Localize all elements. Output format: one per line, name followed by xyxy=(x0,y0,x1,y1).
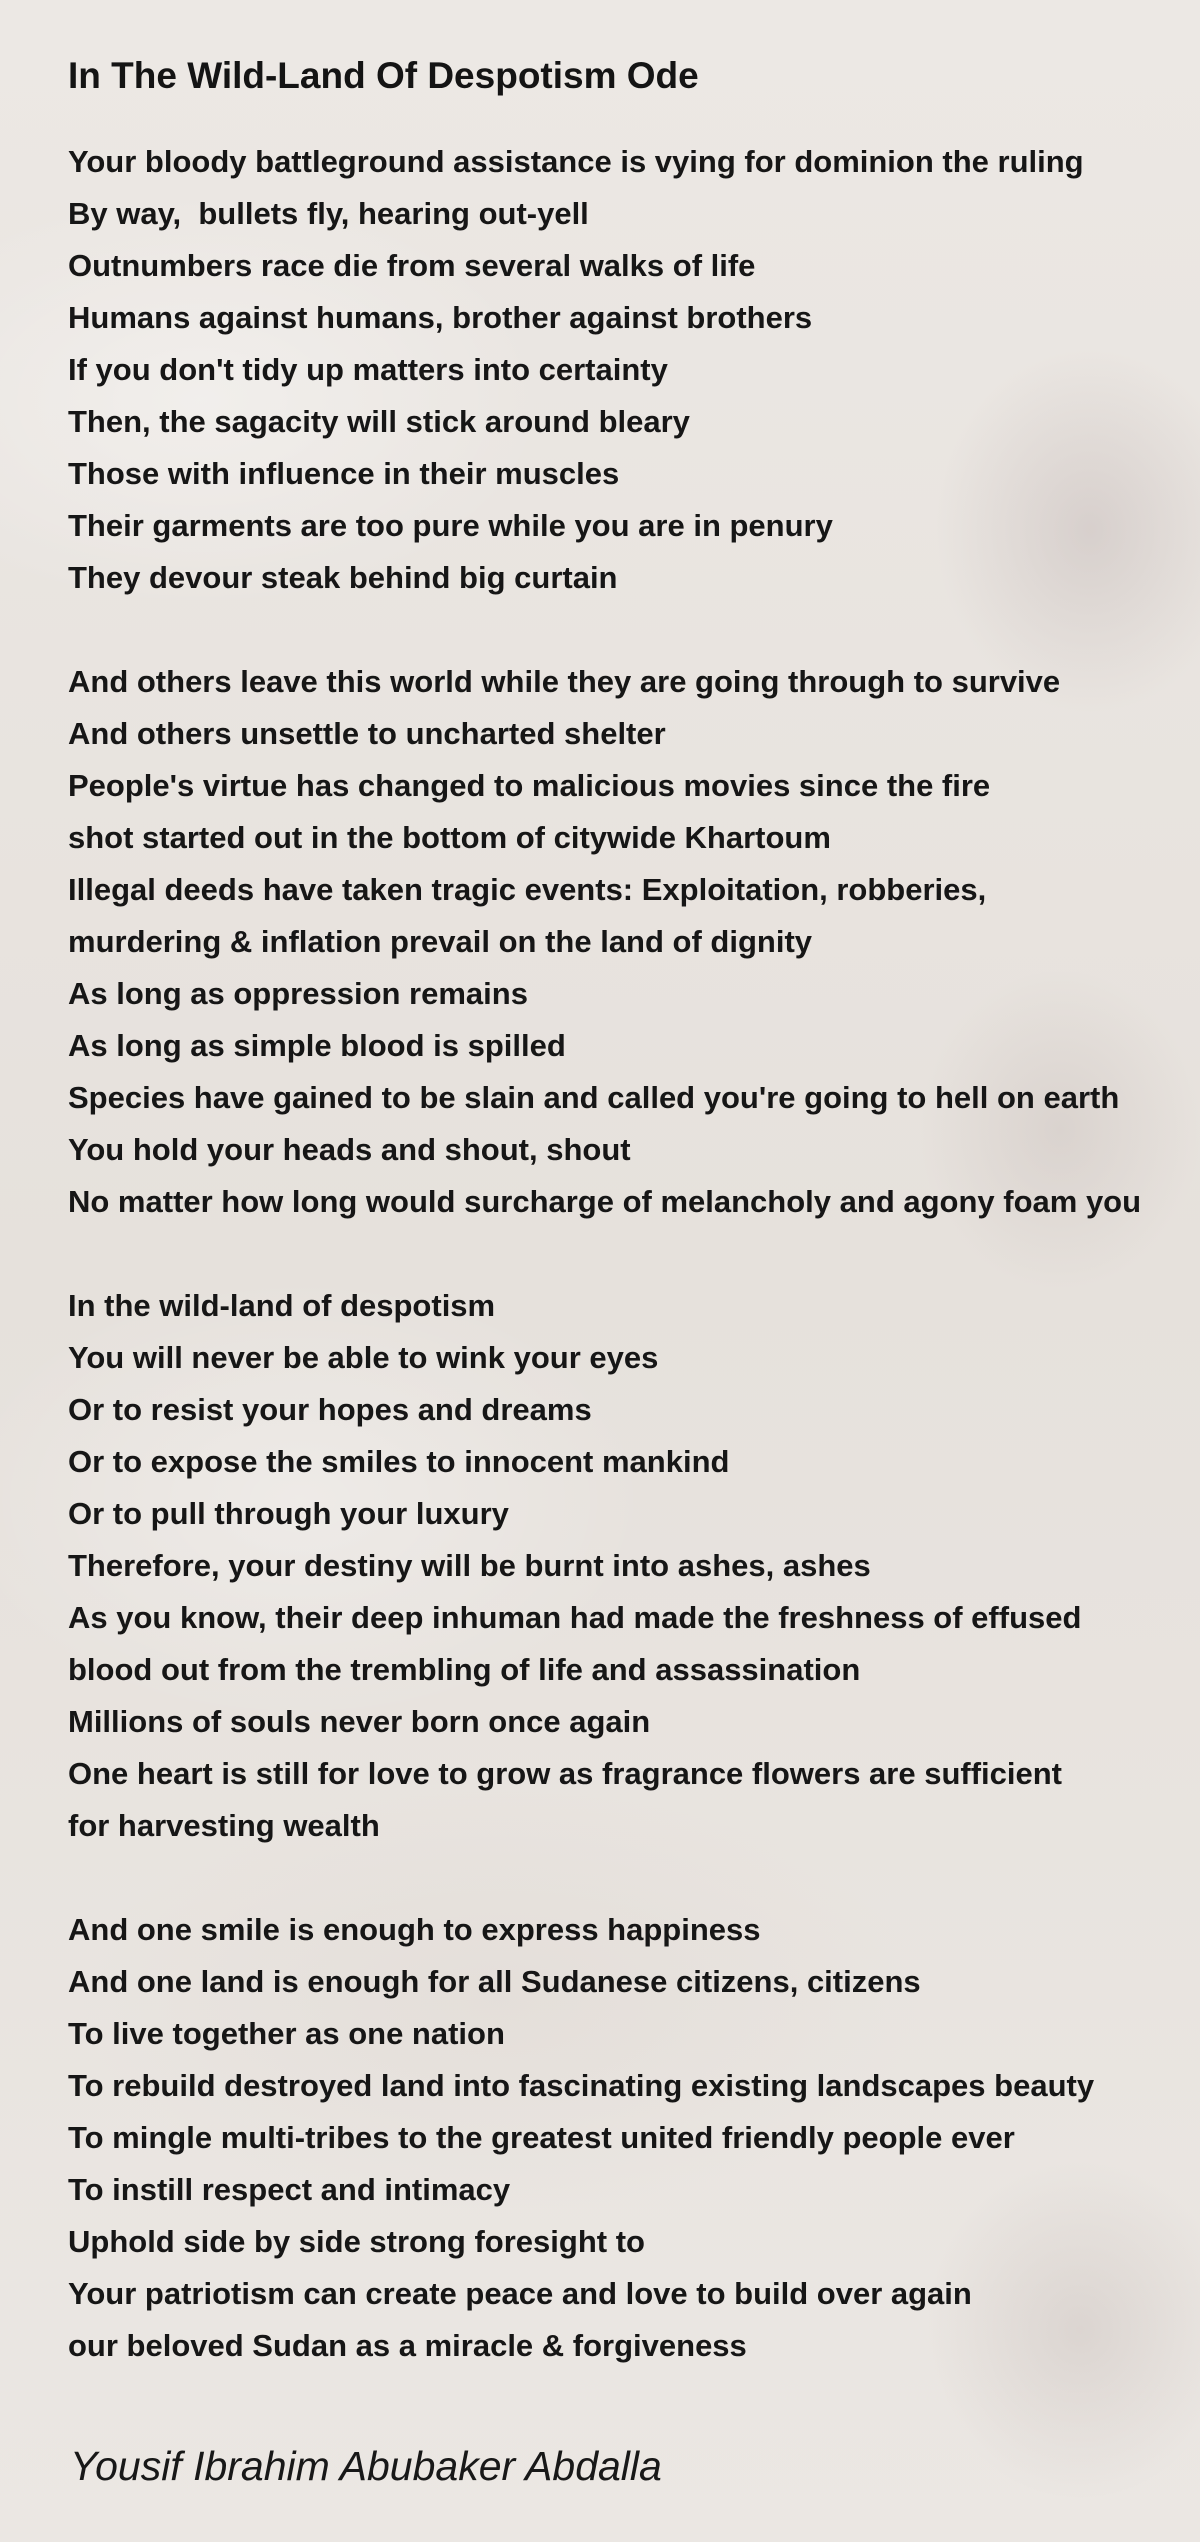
poem-line: our beloved Sudan as a miracle & forgiveness xyxy=(68,2328,747,2363)
poem-line: You will never be able to wink your eyes xyxy=(68,1340,659,1375)
poem-line: blood out from the trembling of life and assassination xyxy=(68,1652,861,1687)
poem-line: By way, bullets fly, hearing out-yell xyxy=(68,196,589,231)
poem-body xyxy=(68,136,1188,2372)
poem-stanza xyxy=(68,136,1188,604)
poem-line: Or to pull through your luxury xyxy=(68,1496,509,1531)
poem-line: To rebuild destroyed land into fascinating existing landscapes beauty xyxy=(68,2068,1095,2103)
poem-line: Uphold side by side strong foresight to xyxy=(68,2224,645,2259)
poem-line: As you know, their deep inhuman had made the freshness of effused xyxy=(68,1600,1082,1635)
poem-line: Their garments are too pure while you are in penury xyxy=(68,508,833,543)
poem-line: Illegal deeds have taken tragic events: Exploitation, robberies, xyxy=(68,872,987,907)
poem-line: And one smile is enough to express happiness xyxy=(68,1912,761,1947)
poem-line: As long as simple blood is spilled xyxy=(68,1028,566,1063)
poem-line: In the wild-land of despotism xyxy=(68,1288,496,1323)
poem-stanza xyxy=(68,1280,1188,1852)
poem-line: Outnumbers race die from several walks of life xyxy=(68,248,756,283)
poem-line: And others unsettle to uncharted shelter xyxy=(68,716,666,751)
poem-title: In The Wild-Land Of Despotism Ode xyxy=(68,55,699,96)
poem-line: Humans against humans, brother against brothers xyxy=(68,300,813,335)
poem-line: Or to resist your hopes and dreams xyxy=(68,1392,592,1427)
poem-line: To live together as one nation xyxy=(68,2016,505,2051)
poem-line: You hold your heads and shout, shout xyxy=(68,1132,631,1167)
poem-line: No matter how long would surcharge of melancholy and agony foam you xyxy=(68,1184,1142,1219)
poem-line: Or to expose the smiles to innocent mankind xyxy=(68,1444,730,1479)
poem-stanza xyxy=(68,656,1188,1228)
poem-line: Your bloody battleground assistance is vying for dominion the ruling xyxy=(68,144,1084,179)
poem-line: And one land is enough for all Sudanese citizens, citizens xyxy=(68,1964,921,1999)
poem-line: murdering & inflation prevail on the land of dignity xyxy=(68,924,813,959)
poem-line: One heart is still for love to grow as fragrance flowers are sufficient xyxy=(68,1756,1062,1791)
poem-author: Yousif Ibrahim Abubaker Abdalla xyxy=(70,2443,662,2489)
poem-line: And others leave this world while they are going through to survive xyxy=(68,664,1061,699)
poem-line: for harvesting wealth xyxy=(68,1808,380,1843)
poem-line: They devour steak behind big curtain xyxy=(68,560,618,595)
poem-line: Millions of souls never born once again xyxy=(68,1704,651,1739)
poem-stanza xyxy=(68,1904,1188,2372)
poem-line: shot started out in the bottom of citywide Khartoum xyxy=(68,820,831,855)
poem-line: Species have gained to be slain and called you're going to hell on earth xyxy=(68,1080,1120,1115)
poem-container xyxy=(68,52,1188,2424)
poem-line: Those with influence in their muscles xyxy=(68,456,620,491)
poem-line: If you don't tidy up matters into certainty xyxy=(68,352,668,387)
poem-line: To mingle multi-tribes to the greatest united friendly people ever xyxy=(68,2120,1015,2155)
poem-line: People's virtue has changed to malicious movies since the fire xyxy=(68,768,991,803)
poem-line: As long as oppression remains xyxy=(68,976,528,1011)
poem-line: Therefore, your destiny will be burnt into ashes, ashes xyxy=(68,1548,871,1583)
poem-line: Then, the sagacity will stick around bleary xyxy=(68,404,690,439)
poem-line: To instill respect and intimacy xyxy=(68,2172,511,2207)
poem-line: Your patriotism can create peace and love to build over again xyxy=(68,2276,972,2311)
